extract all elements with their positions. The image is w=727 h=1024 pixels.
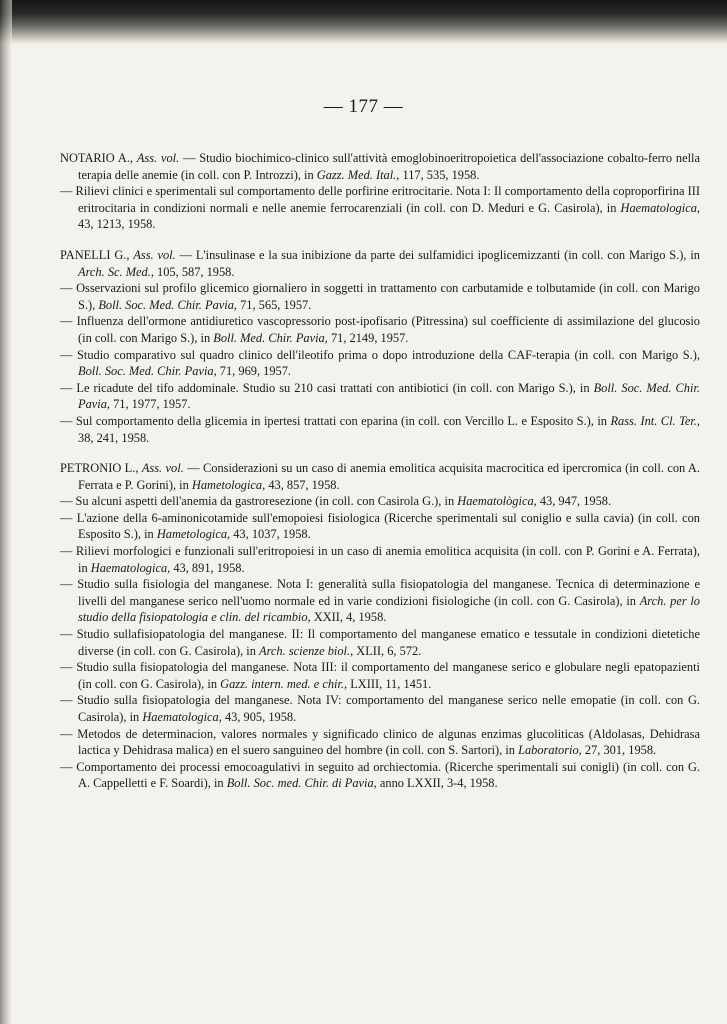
scan-top-edge: [0, 0, 727, 44]
scan-left-edge: [0, 0, 12, 1024]
citation-text: — Studio biochimico-clinico sull'attività emoglobinoeritropoietica dell'associazione cobalto-ferro nella terapia delle anemie (in coll. con P. Introzzi), in: [78, 151, 700, 182]
citation-italic: Haematologica,: [90, 560, 171, 575]
citation-italic: Hametologica,: [191, 477, 266, 492]
citation-text: 43, 905, 1958.: [221, 710, 297, 724]
citation-text: — Studio sullafisiopatologia del manganese. II: Il comportamento del manganese ematico e tessutale in condizioni dietetiche diverse (in coll. con G. Casirola), in: [60, 627, 700, 658]
entry: [60, 543, 700, 576]
citation-text: 43, 1037, 1958.: [230, 527, 311, 542]
entry: [60, 726, 700, 759]
citation-italic: Arch. scienze biol.,: [259, 643, 354, 658]
entry: [60, 413, 700, 446]
citation-italic: Ass. vol.: [133, 247, 176, 262]
entry: [60, 380, 700, 413]
citation-text: PETRONIO L.,: [60, 461, 142, 476]
citation-italic: Arch. Sc. Med.,: [78, 264, 154, 279]
citation-italic: Ass. vol.: [136, 151, 180, 165]
citation-text: 43, 947, 1958.: [536, 494, 612, 509]
entry: [60, 692, 700, 725]
page-number: — 177 —: [323, 96, 404, 117]
citation-italic: Haematologica,: [620, 200, 700, 215]
citation-text: — Influenza dell'ormone antidiuretico vascopressorio post-ipofisario (Pitressina) sul coefficiente di assimilazione del glucosio (in coll. con Marigo S.), in: [60, 314, 700, 345]
entry: [60, 347, 700, 380]
citation-italic: Haematologica,: [142, 710, 222, 724]
citation-text: — L'azione della 6-aminonicotamide sull'emopoiesi fisiologica (Ricerche sperimentali sul coniglio e sulla cavia) (in coll. con Esposito S.), in: [60, 510, 700, 542]
citation-text: 43, 857, 1958.: [265, 477, 340, 492]
citation-text: — Osservazioni sul profilo glicemico giornaliero in soggetti in trattamento con carbutamide e tolbutamide (in coll. con Marigo S.),: [60, 281, 700, 312]
citation-text: 105, 587, 1958.: [153, 264, 235, 279]
citation-text: 71, 969, 1957.: [216, 364, 292, 379]
citation-text: 43, 891, 1958.: [170, 560, 245, 575]
entry: [60, 759, 700, 792]
citation-italic: Gazz. Med. Ital.,: [316, 167, 400, 182]
citation-text: — Metodos de determinacion, valores normales y significado clinico de algunas enzimas glucoliticas (Aldolasas, Dehidrasa lactica y Dehidrasa malica) en el suero sanguineo del hombre (in coll. con S. Sartori), in: [60, 726, 700, 758]
citation-italic: Boll. Soc. Med. Chir. Pavia,: [78, 364, 217, 379]
citation-text: XLII, 6, 572.: [353, 643, 422, 658]
entry: [60, 510, 700, 543]
entry: [60, 183, 700, 233]
citation-text: 71, 1977, 1957.: [110, 397, 191, 412]
citation-italic: Gazz. intern. med. e chir.,: [220, 676, 348, 691]
entry: [60, 659, 700, 692]
entry: [60, 280, 700, 313]
citation-italic: Arch. per lo studio della fisiopatologia e clin. del ricambio,: [78, 593, 700, 625]
citation-italic: Ass. vol.: [141, 461, 184, 476]
citation-text: 71, 565, 1957.: [237, 297, 312, 312]
citation-text: — Rilievi morfologici e funzionali sull'eritropoiesi in un caso di anemia emolitica acquisita (in coll. con P. Gorini e A. Ferrata), in: [60, 544, 700, 575]
citation-text: 71, 2149, 1957.: [327, 330, 409, 345]
author-section: [60, 150, 700, 233]
entry: [60, 313, 700, 346]
citation-italic: Boll. Soc. Med. Chir. Pavia,: [78, 380, 700, 412]
entry-first: [60, 247, 700, 280]
citation-text: anno LXXII, 3-4, 1958.: [376, 776, 498, 791]
bibliography: [60, 150, 700, 806]
citation-text: LXIII, 11, 1451.: [347, 676, 432, 691]
citation-text: NOTARIO A.,: [60, 151, 137, 165]
citation-text: — L'insulinase e la sua inibizione da parte dei sulfamidici ipoglicemizzanti (in coll. con Marigo S.), in: [175, 247, 700, 262]
citation-text: — Le ricadute del tifo addominale. Studio su 210 casi trattati con antibiotici (in coll. con Marigo S.), in: [60, 380, 594, 395]
citation-text: XXII, 4, 1958.: [310, 610, 387, 625]
citation-text: — Su alcuni aspetti dell'anemia da gastroresezione (in coll. con Casirola G.), in: [60, 494, 458, 509]
citation-text: — Studio comparativo sul quadro clinico dell'ileotifo prima o dopo introduzione della CAF-terapia (in coll. con Marigo S.),: [60, 347, 700, 362]
citation-text: — Rilievi clinici e sperimentali sul comportamento delle porfirine eritrocitarie. Nota I: Il comportamento della coproporfirina III eritrocitaria in condizioni normali e nelle anemie ferrocarenziali (in coll. con D. Meduri e G. Casirola), in: [60, 184, 700, 215]
citation-text: — Studio sulla fisiopatologia del manganese. Nota IV: comportamento del manganese serico nelle emopatie (in coll. con G. Casirola), in: [60, 693, 700, 724]
citation-italic: Boll. Soc. Med. Chir. Pavia,: [98, 297, 237, 312]
citation-italic: Hametologica,: [156, 527, 231, 542]
citation-text: — Considerazioni su un caso di anemia emolitica acquisita macrocitica ed ipercromica (in coll. con A. Ferrata e P. Gorini), in: [78, 461, 700, 492]
entry: [60, 493, 700, 510]
citation-italic: Boll. Med. Chir. Pavia,: [213, 330, 328, 345]
citation-text: 117, 535, 1958.: [399, 167, 480, 182]
citation-text: — Studio sulla fisiopatologia del manganese. Nota III: il comportamento del manganese serico e globulare negli epatopazienti (in coll. con G. Casirola), in: [60, 660, 700, 691]
citation-italic: Rass. Int. Cl. Ter.,: [610, 413, 700, 428]
author-section: [60, 247, 700, 446]
citation-text: — Sul comportamento della glicemia in ipertesi trattati con eparina (in coll. con Vercillo L. e Esposito S.), in: [60, 413, 611, 428]
author-section: [60, 460, 700, 792]
citation-italic: Haematològica,: [457, 494, 537, 509]
entry-first: [60, 460, 700, 493]
citation-text: — Comportamento dei processi emocoagulativi in seguito ad orchiectomia. (Ricerche sperimentali sui conigli) (in coll. con G. A. Cappelletti e F. Soardi), in: [60, 759, 700, 791]
entry: [60, 576, 700, 626]
citation-text: 27, 301, 1958.: [581, 743, 657, 758]
citation-text: — Studio sulla fisiologia del manganese. Nota I: generalità sulla fisiopatologia del manganese. Tecnica di determinazione e livelli del manganese serico nell'uomo normale ed in varie condizioni fisiologiche (in coll. con G. Casirola), in: [60, 577, 700, 608]
citation-italic: Boll. Soc. med. Chir. di Pavia,: [226, 776, 377, 791]
citation-text: PANELLI G.,: [60, 247, 134, 262]
citation-text: 43, 1213, 1958.: [78, 217, 156, 232]
entry-first: [60, 150, 700, 183]
citation-italic: Laboratorio,: [518, 743, 582, 758]
citation-text: 38, 241, 1958.: [78, 430, 150, 445]
entry: [60, 626, 700, 659]
